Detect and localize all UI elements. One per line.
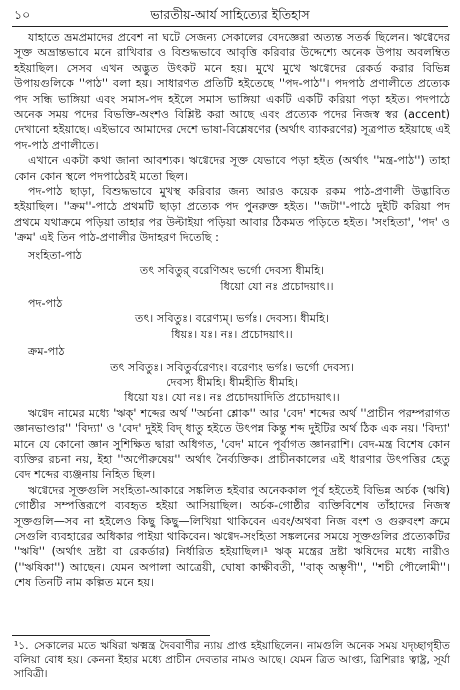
samhita-verse-line-2: ধিয়ো যো নঃ প্রচোদয়াৎ।। bbox=[220, 279, 334, 293]
paragraph-mantra-patha: এখানে একটা কথা জানা আবশ্যক। ঋগ্বেদের সূক্ত যেভাবে পড়া হইত (অর্থাৎ ''মন্ত্র-পাঠ'') তাহা কোন কোন স্থলে পদপাঠেরই মতো ছিল। bbox=[14, 154, 450, 183]
krama-verse-line-3: ধিয়ো যঃ। যো নঃ। নঃ প্রচোদয়াদিতি প্রচোদয়াৎ।। bbox=[124, 391, 340, 405]
paragraph-rishi-groups: ঋগ্বেদের সূক্তগুলি সংহিতা-আকারে সঙ্কলিত হইবার অনেককাল পূর্ব হইতেই বিভিন্ন অর্চক (ঋষি) গোষ্ঠীর সম্পত্তিরূপে ব্যবহৃত হইয়া আসিয়াছিল। অর্চক-গোষ্ঠীর ব্যক্তিবিশেষ তাঁহাদের নিজস্ব সূক্তগুলি—সব না হইলেও কিছু কিছু—লিখিয়া থাকিবেন এবং/অথবা নিজ বংশ ও গুরুবংশ ক্রমে সেগুলি ব্যবহারের অধিকার পাইয়া থাকিবেন। ঋগ্বেদ-সংহিতা সঙ্কলনের সময়ে সূক্তগুলির প্রত্যেকটির ''ঋষি'' (অর্থাৎ দ্রষ্টা বা রেকর্ডার) নির্ধারিত হইয়াছিল।¹ ঋক্ মন্ত্রের দ্রষ্টা ঋষিদের মধ্যে নারীও (''ঋষিকা'') আছেন। যেমন অপালা আত্রেয়ী, ঘোষা কাক্ষীবতী, ''বাক্ অম্ভৃণী'', ''শচী পৌলোমী''। শেষ তিনটি নাম কল্পিত মনে হয়। bbox=[14, 483, 450, 590]
footnote-text: সেকালের মতে ঋষিরা ঋক্মন্ত্র দৈববাণীর ন্যায় প্রাপ্ত হইয়াছিলেন। নামগুলি অনেক সময় যদৃচ্ছাগৃহীত বলিয়া বোধ হয়। কেননা ইহার মধ্যে প্রাচীন দেবতার নামও আছে। যেমন ত্রিত আপ্ত্য, ত্রিশিরাঃ ত্বাষ্ট্র, সূর্যা সাবিত্রী। bbox=[14, 640, 450, 681]
page-header bbox=[14, 6, 446, 24]
footnote bbox=[14, 639, 450, 682]
footnote-marker: ¹১. bbox=[14, 640, 29, 652]
pada-verse-line-1: তৎ। সবিতুঃ। বরেণ্যম্। ভর্গঃ। দেবস্য। ধীমহি। bbox=[134, 312, 330, 326]
krama-verse-line-2: দেবস্য ধীমহি। ধীমহীতি ধীমহি। bbox=[166, 375, 298, 389]
label-pada-patha: পদ-পাঠ bbox=[28, 296, 63, 310]
paragraph-rigveda-meaning: ঋগ্বেদ নামের মধ্যে 'ঋক্' শব্দের অর্থ ''অর্চনা শ্লোক'' আর 'বেদ' শব্দের অর্থ ''প্রাচীন পরম্পরাগত জ্ঞানভাণ্ডার'' 'বিদ্যা' ও 'বেদ' দুইই বিদ্ ধাতু হইতে উৎপন্ন কিন্তু শব্দ দুইটির অর্থ ঠিক এক নয়। 'বিদ্যা' মানে যে কোনো জ্ঞান সুশিক্ষিত দ্বারা অধিগত, 'বেদ' মানে পূর্বাগত জ্ঞানরাশি। বেদ-মন্ত্র বিশেষ কোন ব্যক্তির রচনা নয়, ইহা ''অপৌরুষেয়'' অর্থাৎ নৈর্ব্যক্তিক। প্রাচীনকালের এই ধারণার উৎপত্তির হেতু বেদ শব্দের ব্যঞ্জনায় নিহিত ছিল। bbox=[14, 406, 450, 482]
page-number: ১০ bbox=[14, 7, 31, 22]
paragraph-patha-methods: পদ-পাঠ ছাড়া, বিশুদ্ধভাবে মুখস্থ করিবার জন্য আরও কয়েক রকম পাঠ-প্রণালী উদ্ভাবিত হইয়াছিল। ''ক্রম''-পাঠে প্রথমটি ছাড়া প্রত্যেক পদ পুনরুক্ত হইত। ''জটা''-পাঠে দুইটি করিয়া পদ প্রথমে যথাক্রমে পড়িয়া তাহার পর উল্টাইয়া পড়িয়া আবার ঠিকমত পড়িতে হইত। 'সংহিতা', 'পদ' ও 'ক্রম' এই তিন পাঠ-প্রণালীর উদাহরণ দিতেছি : bbox=[14, 185, 450, 245]
running-title: ভারতীয়-আর্য সাহিত্যের ইতিহাস bbox=[150, 7, 310, 22]
krama-verse-line-1: তৎ সবিতুঃ। সবিতুর্বরেণ্যং। বরেণ্যং ভর্গঃ। ভর্গো দেবস্য। bbox=[110, 360, 354, 374]
footnote-rule bbox=[12, 635, 210, 636]
paragraph-pada-patha: যাহাতে ভ্রমপ্রমাদের প্রবেশ না ঘটে সেজন্য সেকালের বেদজ্ঞেরা অত্যন্ত সতর্ক ছিলেন। ঋগ্বেদের সূক্ত অভ্রান্তভাবে মনে রাখিবার ও বিশুদ্ধভাবে আবৃত্তি করিবার উদ্দেশ্যে অনেক উপায় অবলম্বিত হইয়াছিল। সেসব এখন অদ্ভুত উৎকট মনে হয়। মুখে মুখে ঋগ্বেদের রেকর্ড করার বিভিন্ন উপায়গুলিকে ''পাঠ'' বলা হয়। সাধারণত প্রতিটি হইতেছে ''পদ-পাঠ''। পদপাঠ প্রণালীতে প্রত্যেক পদ সন্ধি ভাঙ্গিয়া এবং সমাস-পদ হইলে সমাস ভাঙ্গিয়া একটি একটি করিয়া পড়া হইত। পদপাঠে অনেক সময় পদের বিভক্তি-অংশও বিশ্লিষ্ট করা আছে এবং প্রত্যেক পদের নিজস্ব স্বর (accent) দেখানো হইয়াছে। এইভাবে আমাদের দেশে ভাষা-বিশ্লেষণের (অর্থাৎ ব্যাকরণের) সূত্রপাত হইয়াছে এই পদ-পাঠ প্রণালীতে। bbox=[14, 31, 450, 152]
pada-verse-line-2: ধিয়ঃ। যঃ। নঃ। প্রচোদয়াৎ।। bbox=[171, 327, 293, 341]
samhita-verse-line-1: তৎ সবিতুর্ বরেণিঅং ভর্গো দেবস্য ধীমহি। bbox=[139, 264, 325, 278]
body-text bbox=[14, 30, 450, 591]
label-krama-patha: ক্রম-পাঠ bbox=[28, 345, 65, 359]
header-rule bbox=[12, 26, 448, 27]
label-samhita-patha: সংহিতা-পাঠ bbox=[28, 248, 82, 262]
